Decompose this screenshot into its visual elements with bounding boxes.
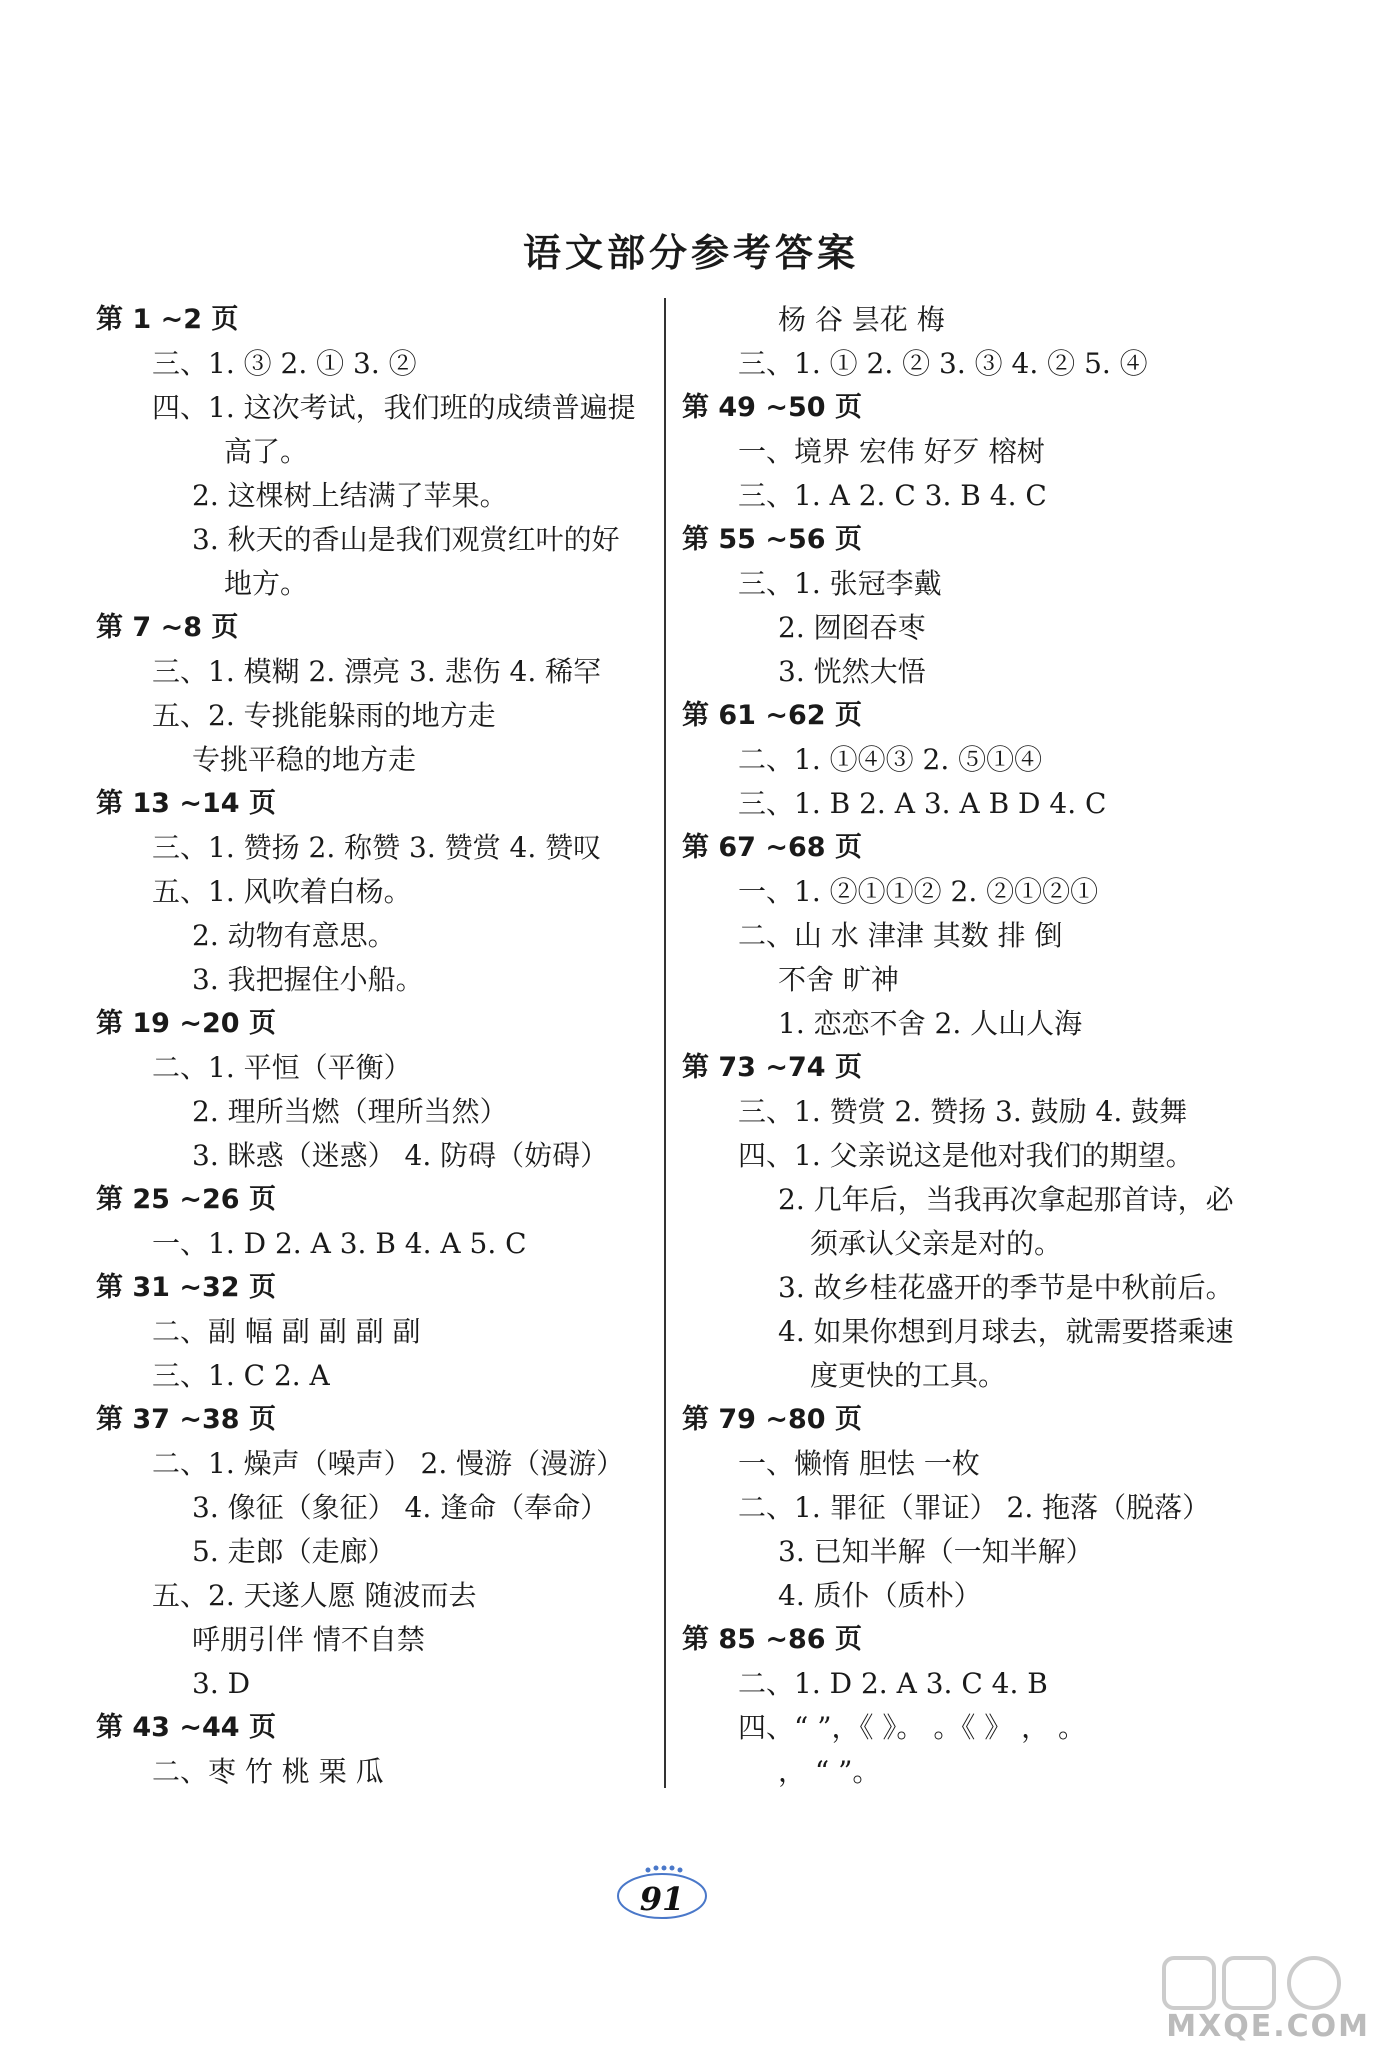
answer-line: 2. 几年后，当我再次拿起那首诗，必	[778, 1183, 1234, 1216]
watermark-logo-icon	[1124, 1954, 1374, 2014]
answer-line: 3. 秋天的香山是我们观赏红叶的好	[192, 523, 620, 556]
answer-line: 二、1. 罪征（罪证） 2. 拖落（脱落）	[738, 1491, 1211, 1524]
answer-line: 高了。	[224, 435, 309, 468]
answer-line: 三、1. B 2. A 3. A B D 4. C	[738, 787, 1107, 820]
page-number: 91	[639, 1880, 685, 1918]
page-range-heading: 第 73 ~74 页	[682, 1052, 862, 1083]
answer-line: 1. 恋恋不舍 2. 人山人海	[778, 1007, 1083, 1040]
page-range-heading: 第 67 ~68 页	[682, 832, 862, 863]
answer-line: 2. 动物有意思。	[192, 919, 396, 952]
watermark-url: MXQE.COM	[1166, 2009, 1370, 2044]
answer-line: 4. 如果你想到月球去，就需要搭乘速	[778, 1315, 1234, 1348]
answer-line: 三、1. 赞赏 2. 赞扬 3. 鼓励 4. 鼓舞	[738, 1095, 1188, 1128]
right-answer-column	[682, 298, 1282, 1794]
watermark	[1124, 1954, 1374, 2044]
answer-line: 一、境界 宏伟 好歹 榕树	[738, 435, 1045, 468]
answer-line: 三、1. ③ 2. ① 3. ②	[152, 347, 417, 380]
page-range-heading: 第 25 ~26 页	[96, 1184, 276, 1215]
answer-line: 二、1. ①④③ 2. ⑤①④	[738, 743, 1043, 776]
answer-line: 三、1. 模糊 2. 漂亮 3. 悲伤 4. 稀罕	[152, 655, 602, 688]
answer-line: 一、懒惰 胆怯 一枚	[738, 1447, 980, 1480]
answer-line: 3. D	[192, 1667, 251, 1700]
page-range-heading: 第 43 ~44 页	[96, 1712, 276, 1743]
answer-line: 须承认父亲是对的。	[810, 1227, 1063, 1260]
left-answer-column	[96, 298, 656, 1794]
answer-line: 三、1. C 2. A	[152, 1359, 330, 1392]
page-range-heading: 第 31 ~32 页	[96, 1272, 276, 1303]
answer-line: 二、山 水 津津 其数 排 倒	[738, 919, 1063, 952]
page-range-heading: 第 7 ~8 页	[96, 612, 239, 643]
answer-line: 杨 谷 昙花 梅	[778, 303, 945, 336]
page-range-heading: 第 49 ~50 页	[682, 392, 862, 423]
answer-line: 二、枣 竹 桃 栗 瓜	[152, 1755, 384, 1788]
answer-line: 一、1. D 2. A 3. B 4. A 5. C	[152, 1227, 527, 1260]
answer-line: 3. 我把握住小船。	[192, 963, 424, 996]
answer-line: 三、1. ① 2. ② 3. ③ 4. ② 5. ④	[738, 347, 1148, 380]
answer-line: 四、1. 这次考试，我们班的成绩普遍提	[152, 391, 636, 424]
answer-line: 三、1. 赞扬 2. 称赞 3. 赞赏 4. 赞叹	[152, 831, 602, 864]
answer-line: 3. 眯惑（迷惑） 4. 防碍（妨碍）	[192, 1139, 609, 1172]
answer-line: 一、1. ②①①② 2. ②①②①	[738, 875, 1099, 908]
answer-line: 3. 已知半解（一知半解）	[778, 1535, 1094, 1568]
answer-line: 二、副 幅 副 副 副 副	[152, 1315, 421, 1348]
column-divider	[664, 298, 666, 1788]
page-range-heading: 第 85 ~86 页	[682, 1624, 862, 1655]
page-range-heading: 第 61 ~62 页	[682, 700, 862, 731]
answer-line: 二、1. 燥声（噪声） 2. 慢游（漫游）	[152, 1447, 625, 1480]
page-range-heading: 第 79 ~80 页	[682, 1404, 862, 1435]
answer-line: 2. 理所当燃（理所当然）	[192, 1095, 508, 1128]
answer-line: 五、1. 风吹着白杨。	[152, 875, 412, 908]
answer-line: 二、1. D 2. A 3. C 4. B	[738, 1667, 1048, 1700]
answer-line: 2. 囫囵吞枣	[778, 611, 926, 644]
page-range-heading: 第 1 ~2 页	[96, 304, 239, 335]
page-range-heading: 第 55 ~56 页	[682, 524, 862, 555]
answer-line: 4. 质仆（质朴）	[778, 1579, 982, 1612]
answer-line: 3. 故乡桂花盛开的季节是中秋前后。	[778, 1271, 1234, 1304]
answer-line: 3. 像征（象征） 4. 逢命（奉命）	[192, 1491, 609, 1524]
answer-line: 四、1. 父亲说这是他对我们的期望。	[738, 1139, 1194, 1172]
page-number-badge	[612, 1862, 712, 1922]
answer-line: 五、2. 天遂人愿 随波而去	[152, 1579, 477, 1612]
answer-line: 五、2. 专挑能躲雨的地方走	[152, 699, 496, 732]
answer-line: 5. 走郎（走廊）	[192, 1535, 396, 1568]
answer-line: 专挑平稳的地方走	[192, 743, 417, 776]
page-range-heading: 第 19 ~20 页	[96, 1008, 276, 1039]
answer-line: 二、1. 平恒（平衡）	[152, 1051, 412, 1084]
answer-line: 不舍 旷神	[778, 963, 899, 996]
answer-line: 度更快的工具。	[810, 1359, 1007, 1392]
answer-line: 呼朋引伴 情不自禁	[192, 1623, 425, 1656]
answer-line: 3. 恍然大悟	[778, 655, 926, 688]
page-range-heading: 第 37 ~38 页	[96, 1404, 276, 1435]
page-title: 语文部分参考答案	[522, 231, 859, 275]
answer-line: 2. 这棵树上结满了苹果。	[192, 479, 508, 512]
answer-line: ， “ ”。	[778, 1755, 881, 1788]
page-range-heading: 第 13 ~14 页	[96, 788, 276, 819]
answer-line: 三、1. A 2. C 3. B 4. C	[738, 479, 1047, 512]
answer-line: 四、“ ”，《 》。 。《 》 ， 。	[738, 1711, 1087, 1744]
answer-line: 地方。	[224, 567, 309, 600]
answer-line: 三、1. 张冠李戴	[738, 567, 942, 600]
